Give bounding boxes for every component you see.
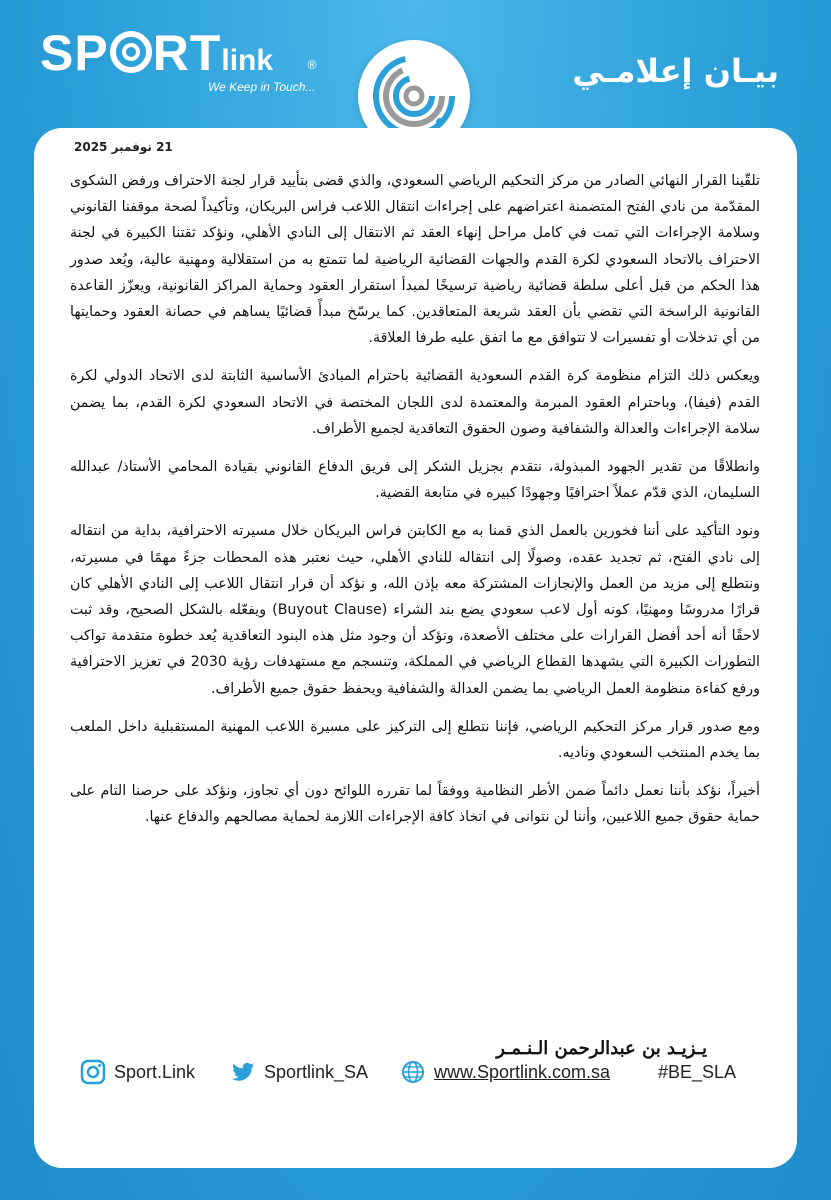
instagram-link[interactable] (80, 1054, 195, 1090)
footer-contacts (80, 1054, 750, 1090)
logo-brand: SP RTlink (40, 25, 274, 81)
header (0, 0, 831, 130)
logo-tagline: We Keep in Touch... (208, 80, 316, 94)
twitter-handle: Sportlink_SA (264, 1061, 369, 1082)
statement-body (70, 168, 760, 843)
paragraph-1: تلقّينا القرار النهائي الصادر من مركز التحكيم الرياضي السعودي، والذي قضى بتأييد قرار لجنة الاحتراف ورفض الشكوى المقدّمة من نادي الفتح المتضمنة اعتراضهم على إجراءات انتقال اللاعب فراس البريكان، وتأكيداً لصحة موقفنا القانوني وسلامة الإجراءات التي تمت في كامل مراحل إنهاء العقد ثم الانتقال إلى النادي الأهلي، ونؤكد ثقتنا الكبيرة في لجنة الاحتراف بالاتحاد السعودي لكرة القدم والجهات القضائية الرياضية لما تتمتع به من استقلالية ومهنية عالية، ويُعد صدور هذا الحكم من قبل أعلى سلطة قضائية رياضية ترسيخًا لمبدأ استقرار العقود وحماية المراكز القانونية، ويعزّز القاعدة القانونية الراسخة التي تقضي بأن العقد شريعة المتعاقدين. كما يرسّخ مبدأً قضائيًا يساهم في حصانة العقود وحمايتها من أي تدخلات أو تفسيرات لا تتوافق مع ما اتفق عليه طرفا العلاقة. (70, 173, 760, 347)
sportlink-logo (40, 25, 340, 108)
paragraph-2: ويعكس ذلك التزام منظومة كرة القدم السعودية القضائية باحترام المبادئ الأساسية الثابتة لدى الاتحاد الدولي لكرة القدم (فيفا)، وباحترام العقود المبرمة والمعتمدة لدى اللجان المختصة في الاتحاد السعودي لكرة القدم، بما يضمن سلامة الإجراءات والعدالة والشفافية وصون الحقوق التعاقدية لجميع الأطراف. (70, 368, 760, 437)
website-url: www.Sportlink.com.sa (434, 1061, 611, 1082)
registered-mark: ® (306, 58, 318, 72)
globe-icon (400, 1059, 426, 1085)
signature: يـزيـد بن عبدالرحمن الـنـمـر (496, 1038, 707, 1059)
paragraph-5: ومع صدور قرار مركز التحكيم الرياضي، فإننا نتطلع إلى التركيز على مسيرة اللاعب المهنية المستقبلية داخل الملعب بما يخدم المنتخب السعودي وناديه. (70, 718, 760, 762)
page-title: بيـان إعلامـي (572, 52, 779, 90)
paragraph-3: وانطلاقًا من تقدير الجهود المبذولة، نتقدم بجزيل الشكر إلى فريق الدفاع القانوني بقيادة المحامي الأستاذ/ عبدالله السليمان، الذي قدّم عملاً احترافيًا وجهودًا كبيره في متابعة القضية. (70, 459, 760, 502)
twitter-icon (230, 1059, 256, 1085)
paragraph-6: أخيراً، نؤكد بأننا نعمل دائماً ضمن الأطر النظامية ووفقاً لما تقرره اللوائح دون أي تجاوز، ونؤكد على حرصنا التام على حماية حقوق جميع اللاعبين، وأننا لن نتوانى في اتخاذ كافة الإجراءات اللازمة لحماية مصالحهم والدفاع عنها. (70, 783, 760, 826)
statement-date: 21 نوفمبر 2025 (74, 140, 173, 154)
paragraph-4: ونود التأكيد على أننا فخورين بالعمل الذي قمنا به مع الكابتن فراس البريكان خلال مسيرته الاحترافية، بداية من انتقاله إلى نادي الفتح، ثم تجديد عقده، وصولًا إلى انتقاله للنادي الأهلي، حيث نعتبر هذه المحطات جزءً مهمًا في مسيرته، ونتطلع إلى مزيد من العمل والإنجازات المشتركة معه بإذن الله، و نؤكد أن قرار انتقال اللاعب إلى النادي الأهلي كان قرارًا مدروسًا ومهنيًا، كونه أول لاعب سعودي يضع بند الشراء (Buyout Clause) ويفعّله بالشكل الصحيح، وقد ثبت لاحقًا أنه أحد أفضل القرارات على مختلف الأصعدة، ونؤكد أن وجود مثل هذه البنود التعاقدية يُعد خطوة متقدمة تواكب التطورات الكبيرة التي يشهدها القطاع الرياضي في المملكة، وتنسجم مع مستهدفات رؤية 2030 في تعزيز الاحترافية ورفع كفاءة منظومة العمل الرياضي بما يضمن العدالة والشفافية ويحفظ حقوق جميع الأطراف. (70, 523, 760, 697)
hashtag-text: #BE_SLA (658, 1061, 737, 1082)
website-link[interactable] (400, 1054, 610, 1090)
statement-card (34, 128, 797, 1168)
instagram-icon (80, 1059, 106, 1085)
hashtag (658, 1054, 736, 1090)
logo-o-icon (109, 30, 153, 74)
twitter-link[interactable] (230, 1054, 368, 1090)
instagram-handle: Sport.Link (114, 1061, 196, 1082)
